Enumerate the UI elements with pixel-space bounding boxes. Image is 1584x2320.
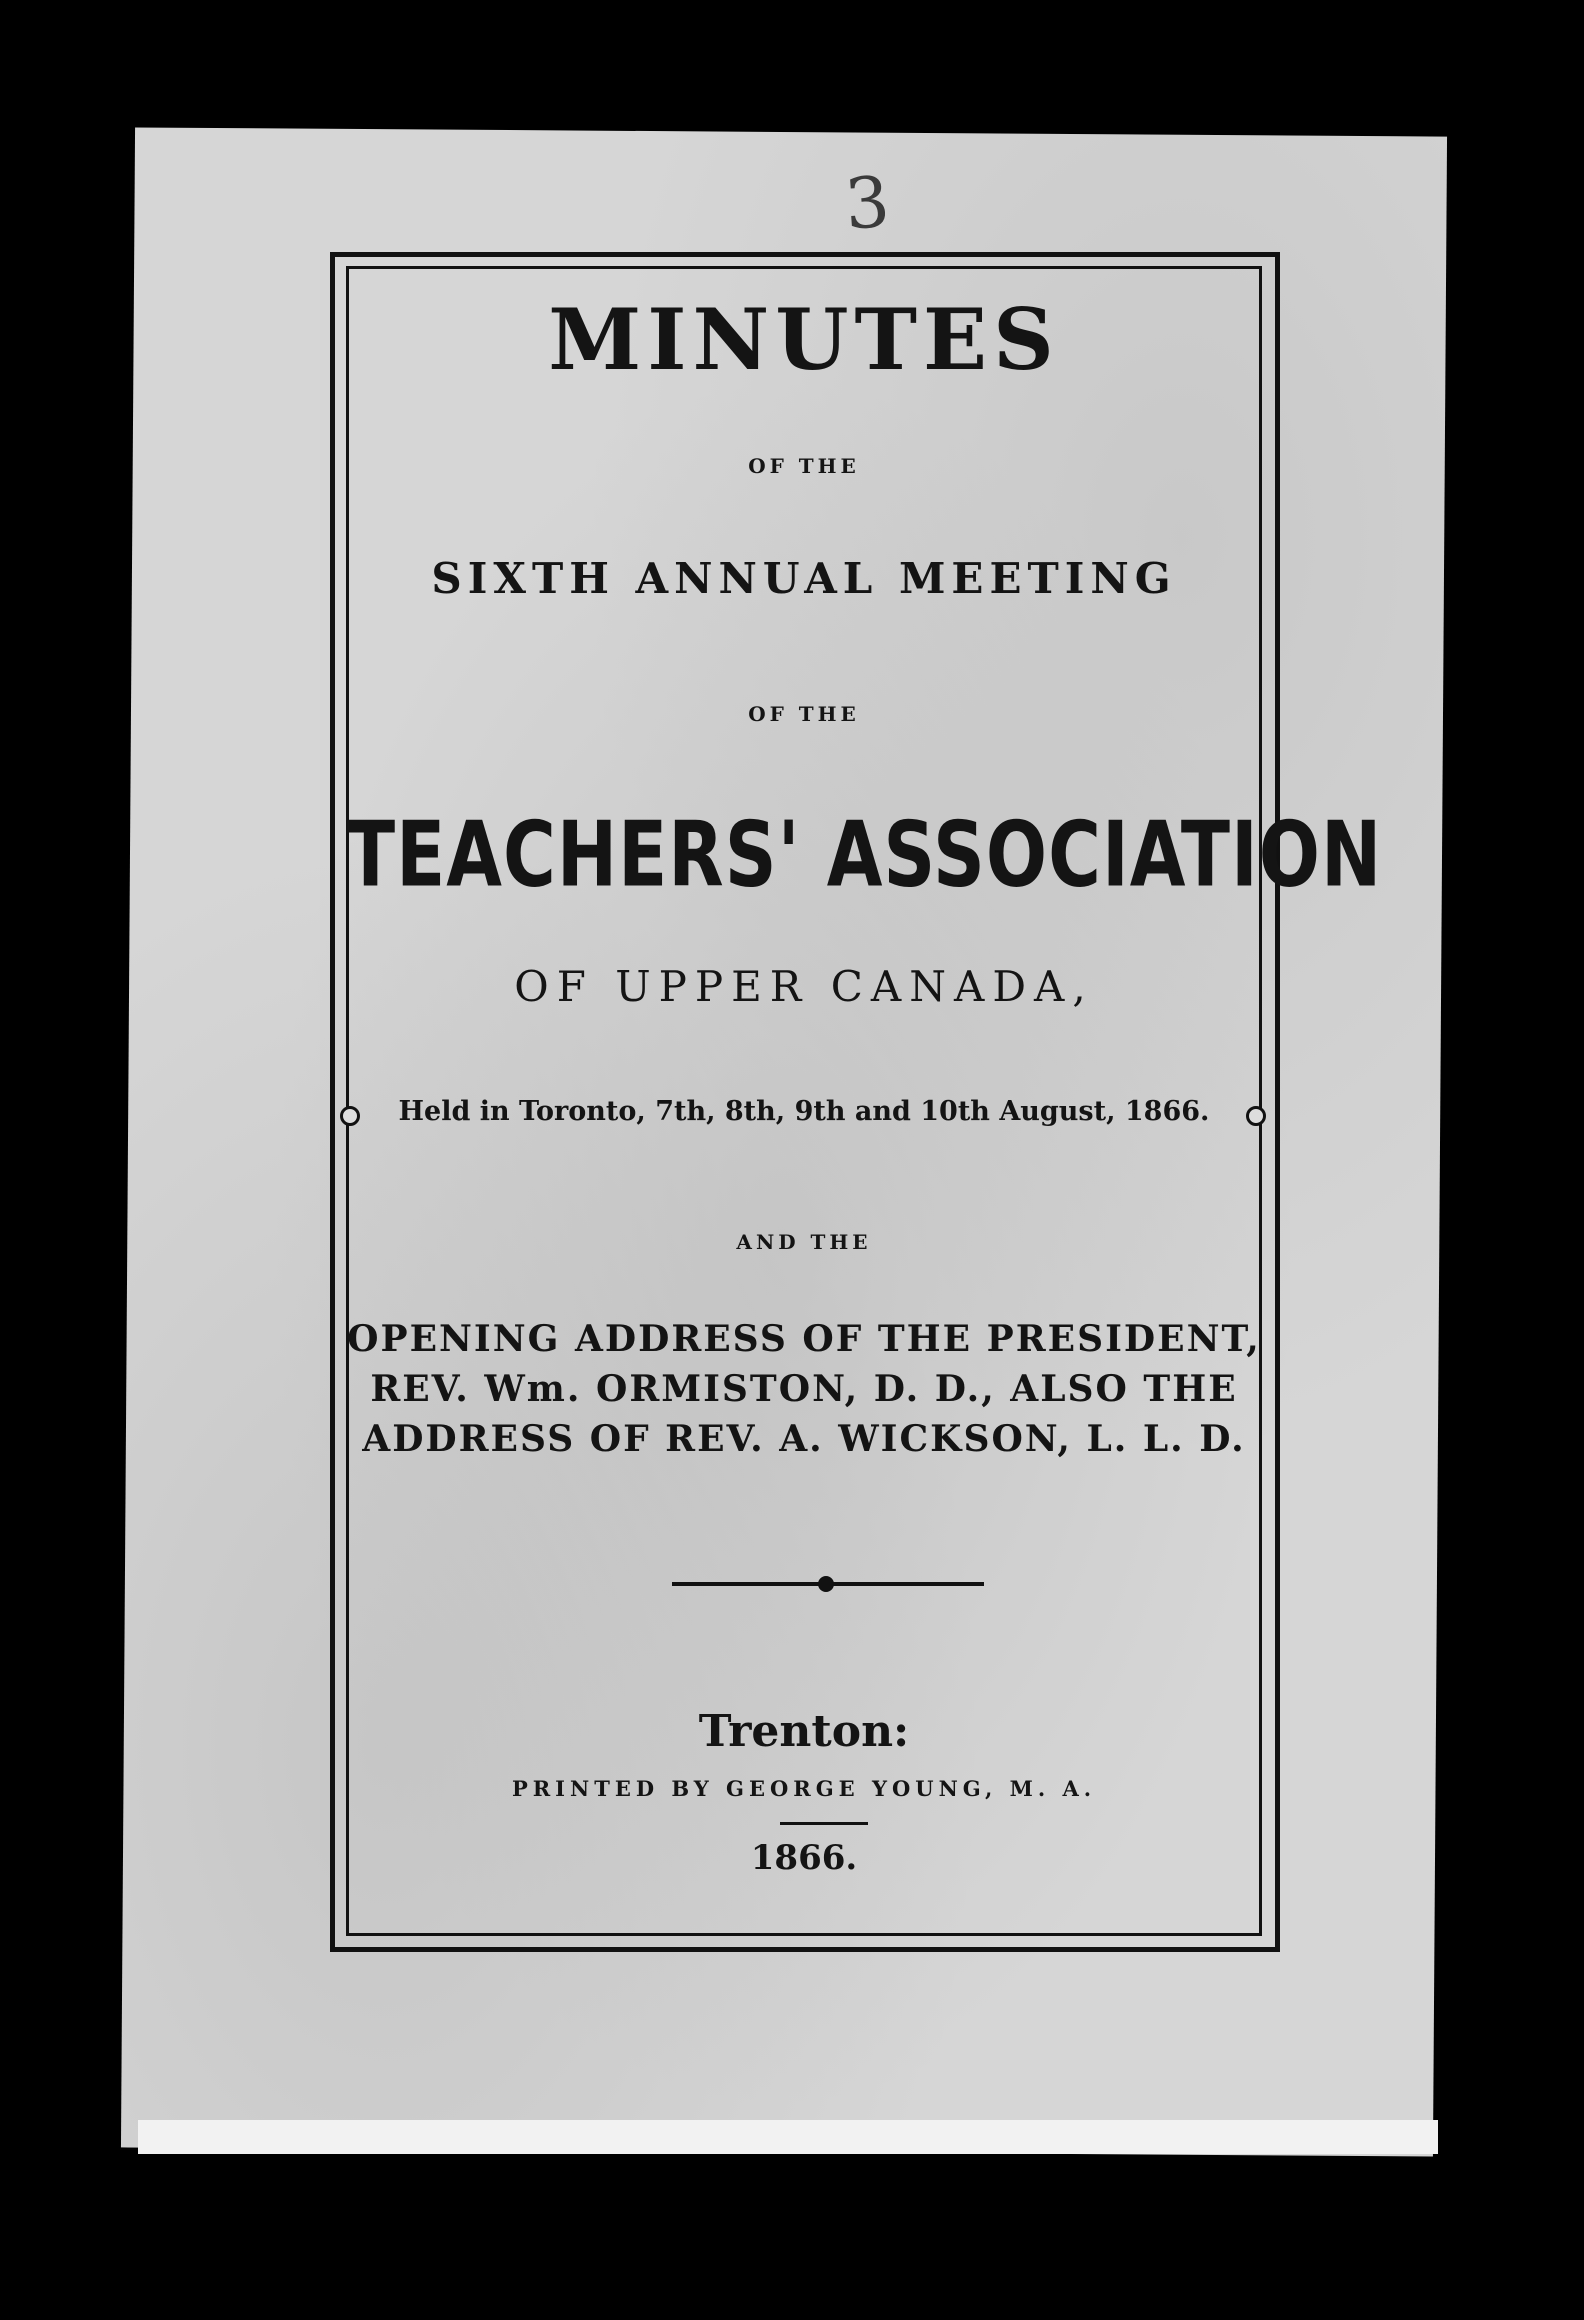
of-the-line-1: OF THE <box>748 454 860 478</box>
address-line-1: OPENING ADDRESS OF THE PRESIDENT, <box>347 1318 1261 1360</box>
meeting-heading: SIXTH ANNUAL MEETING <box>431 554 1177 603</box>
region-heading: OF UPPER CANADA, <box>514 962 1094 1011</box>
held-dates: Held in Toronto, 7th, 8th, 9th and 10th August, 1866. <box>398 1096 1210 1127</box>
address-line-2: REV. Wm. ORMISTON, D. D., ALSO THE <box>370 1368 1238 1410</box>
page-title: MINUTES <box>548 290 1060 389</box>
imprint-printer: PRINTED BY GEORGE YOUNG, M. A. <box>511 1776 1097 1801</box>
address-line-3: ADDRESS OF REV. A. WICKSON, L. L. D. <box>362 1418 1246 1460</box>
and-the-line: AND THE <box>736 1230 872 1254</box>
imprint-place: Trenton: <box>698 1706 910 1757</box>
imprint-year: 1866. <box>750 1838 858 1878</box>
association-heading: TEACHERS' ASSOCIATION <box>346 801 1383 907</box>
of-the-line-2: OF THE <box>748 702 860 726</box>
ornament-dot <box>818 1576 834 1592</box>
handwritten-note: 3 <box>842 160 901 246</box>
page-bottom-edge <box>138 2120 1438 2154</box>
imprint-rule <box>780 1822 868 1825</box>
